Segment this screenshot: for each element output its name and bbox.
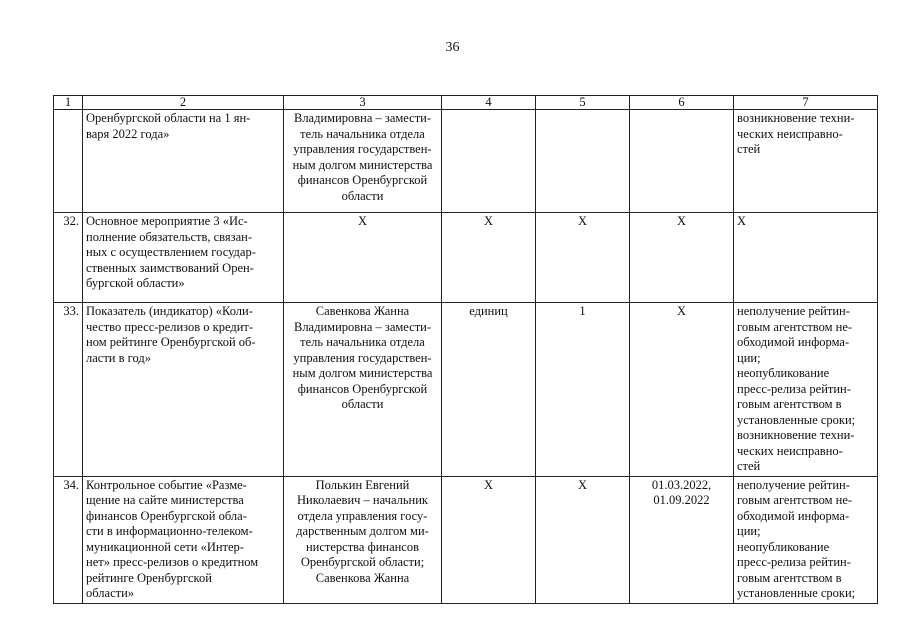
measure-name: Показатель (индикатор) «Коли- чество пресс-релизов о кредит- ном рейтинге Оренбургской об- ласти в год» xyxy=(83,303,284,477)
column-header-2: 2 xyxy=(83,96,284,110)
table-row xyxy=(54,110,878,213)
unit-of-measure: X xyxy=(442,213,536,303)
row-number xyxy=(54,110,83,213)
column-header-4: 4 xyxy=(442,96,536,110)
risks: неполучение рейтин- говым агентством не- обходимой информа- ции; неопубликование пресс-релиза рейтин- говым агентством в установленные сроки; xyxy=(734,476,878,603)
row-number: 34. xyxy=(54,476,83,603)
deadline: 01.03.2022, 01.09.2022 xyxy=(630,476,734,603)
risks: возникновение техни- ческих неисправно- стей xyxy=(734,110,878,213)
column-header-3: 3 xyxy=(284,96,442,110)
column-header-7: 7 xyxy=(734,96,878,110)
deadline: X xyxy=(630,303,734,477)
responsible-person: Полькин Евгений Николаевич – начальник отдела управления госу- дарственным долгом ми- нистерства финансов Оренбургской области; Савенкова Жанна xyxy=(284,476,442,603)
measure-name: Контрольное событие «Разме- щение на сайте министерства финансов Оренбургской обла- сти в информационно-телеком- муникационной сети «Интер- нет» пресс-релизов о кредитном рейтинге Оренбургской области» xyxy=(83,476,284,603)
column-header-5: 5 xyxy=(536,96,630,110)
column-header-1: 1 xyxy=(54,96,83,110)
column-number-row xyxy=(54,96,878,110)
indicator-value: X xyxy=(536,476,630,603)
unit-of-measure: единиц xyxy=(442,303,536,477)
indicator-value: X xyxy=(536,213,630,303)
measure-name: Оренбургской области на 1 ян- варя 2022 года» xyxy=(83,110,284,213)
responsible-person: X xyxy=(284,213,442,303)
table-row xyxy=(54,476,878,603)
table-row xyxy=(54,303,878,477)
indicator-value: 1 xyxy=(536,303,630,477)
risks: неполучение рейтин- говым агентством не- обходимой информа- ции; неопубликование пресс-релиза рейтин- говым агентством в установленные сроки; возникновение техни- ческих неисправно- стей xyxy=(734,303,878,477)
table-row xyxy=(54,213,878,303)
deadline: X xyxy=(630,213,734,303)
responsible-person: Савенкова Жанна Владимировна – замести- тель начальника отдела управления государствен- ным долгом министерства финансов Оренбургской области xyxy=(284,303,442,477)
unit-of-measure: X xyxy=(442,476,536,603)
column-header-6: 6 xyxy=(630,96,734,110)
measures-table xyxy=(53,95,878,604)
row-number: 33. xyxy=(54,303,83,477)
measure-name: Основное мероприятие 3 «Ис- полнение обязательств, связан- ных с осуществлением государ- ственных заимствований Орен- бургской области» xyxy=(83,213,284,303)
unit-of-measure xyxy=(442,110,536,213)
responsible-person: Владимировна – замести- тель начальника отдела управления государствен- ным долгом министерства финансов Оренбургской области xyxy=(284,110,442,213)
deadline xyxy=(630,110,734,213)
page-number: 36 xyxy=(445,40,460,55)
indicator-value xyxy=(536,110,630,213)
risks: X xyxy=(734,213,878,303)
row-number: 32. xyxy=(54,213,83,303)
